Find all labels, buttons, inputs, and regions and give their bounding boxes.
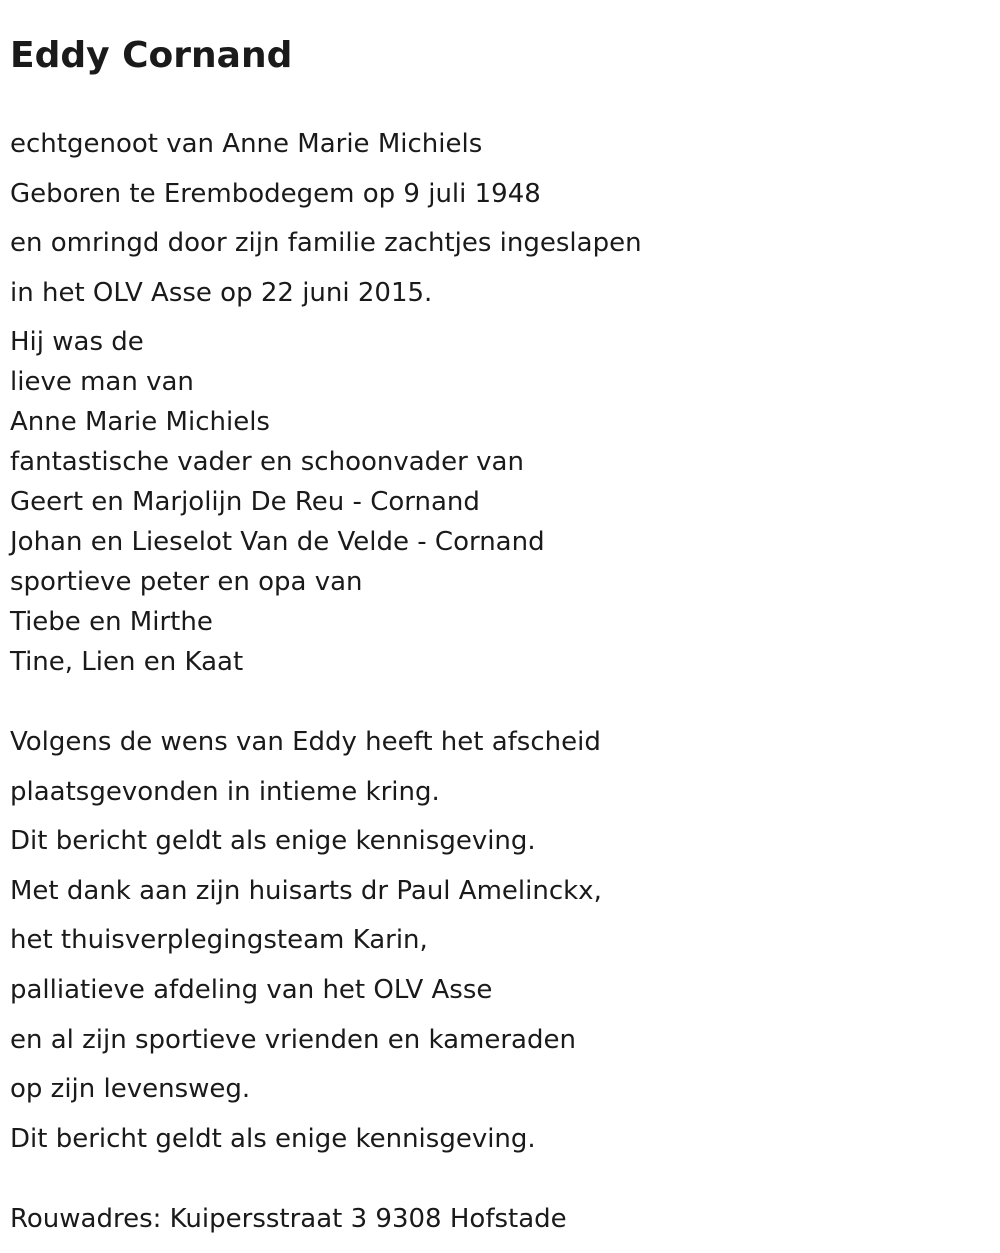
closing-line: Dit bericht geldt als enige kennisgeving. [10, 1123, 536, 1154]
family-line: sportieve peter en opa van [10, 567, 363, 597]
family-line: Anne Marie Michiels [10, 407, 270, 437]
closing-line: Dit bericht geldt als enige kennisgeving. [10, 826, 536, 857]
closing-line: op zijn levensweg. [10, 1074, 251, 1105]
family-line: fantastische vader en schoonvader van [10, 447, 524, 477]
family-line: Johan en Lieselot Van de Velde - Cornand [10, 527, 545, 557]
intro-line: Geboren te Erembodegem op 9 juli 1948 [10, 178, 541, 209]
intro-line: en omringd door zijn familie zachtjes ingeslapen [10, 228, 642, 258]
closing-line: en al zijn sportieve vrienden en kameraden [10, 1024, 576, 1055]
closing-line: plaatsgevonden in intieme kring. [10, 776, 440, 807]
deceased-name-title: Eddy Cornand [10, 35, 293, 76]
family-line: Tine, Lien en Kaat [10, 647, 244, 677]
mourning-address: Rouwadres: Kuipersstraat 3 9308 Hofstade [10, 1204, 567, 1234]
intro-section [10, 124, 642, 322]
closing-section [10, 722, 602, 1168]
intro-line: echtgenoot van Anne Marie Michiels [10, 129, 483, 159]
intro-line: in het OLV Asse op 22 juni 2015. [10, 277, 433, 308]
closing-line: het thuisverplegingsteam Karin, [10, 925, 428, 956]
family-line: lieve man van [10, 367, 194, 397]
family-section [10, 322, 545, 682]
family-line: Tiebe en Mirthe [10, 607, 213, 637]
family-line: Hij was de [10, 327, 144, 357]
closing-line: palliatieve afdeling van het OLV Asse [10, 974, 493, 1005]
closing-line: Volgens de wens van Eddy heeft het afscheid [10, 727, 601, 757]
closing-line: Met dank aan zijn huisarts dr Paul Amelinckx, [10, 875, 602, 906]
family-line: Geert en Marjolijn De Reu - Cornand [10, 487, 480, 517]
